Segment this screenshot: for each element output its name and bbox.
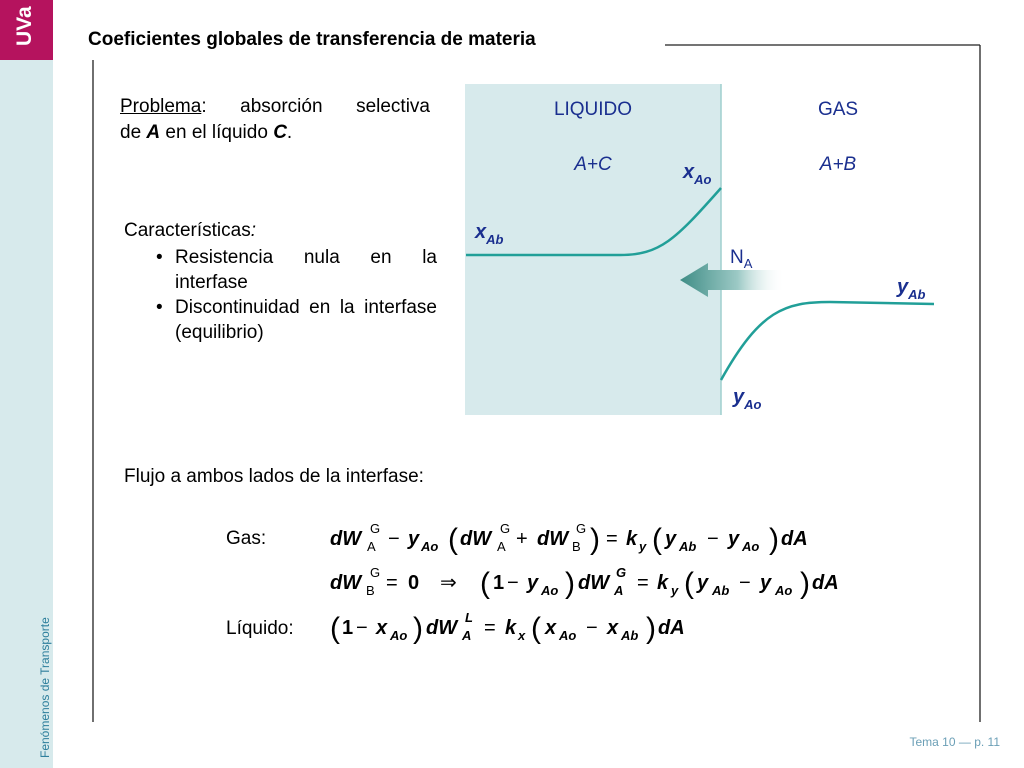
problem-text: : absorción selectiva [201, 96, 430, 117]
svg-text:y: y [527, 572, 539, 594]
svg-text:Ao: Ao [421, 539, 439, 554]
svg-text:Ab: Ab [679, 539, 697, 554]
flow-statement: Flujo a ambos lados de la interfase: [124, 466, 424, 487]
svg-text:G: G [576, 521, 587, 536]
svg-text:=: = [484, 617, 496, 639]
svg-text:x: x [376, 617, 388, 639]
heading-colon: : [250, 220, 256, 241]
svg-text:1: 1 [342, 617, 354, 639]
svg-text:G: G [616, 565, 627, 580]
svg-text:(: ( [480, 567, 490, 600]
svg-text:=: = [386, 572, 398, 594]
svg-text:−: − [356, 617, 368, 639]
svg-text:k: k [626, 528, 638, 550]
svg-text:−: − [507, 572, 519, 594]
svg-text:dW: dW [426, 617, 458, 639]
species-a: A [146, 122, 161, 143]
xAb-label: $x_{Ab}$ [475, 221, 504, 247]
svg-text:=: = [637, 572, 649, 594]
svg-text:k: k [657, 572, 669, 594]
svg-text:y: y [760, 572, 772, 594]
svg-text:x: x [518, 628, 526, 643]
species-c: C [273, 122, 287, 143]
svg-text:y: y [697, 572, 709, 594]
svg-text:Ao: Ao [390, 628, 408, 643]
svg-text:−: − [739, 572, 751, 594]
liquid-label: Líquido: [226, 618, 294, 639]
list-item-text: Resistencia nula en la interfase [175, 247, 437, 293]
svg-text:1: 1 [493, 572, 505, 594]
svg-text:Ab: Ab [712, 583, 730, 598]
svg-text:−: − [707, 528, 719, 550]
problem-text: de [120, 122, 147, 143]
svg-text:x: x [607, 617, 619, 639]
svg-text:A: A [614, 583, 624, 598]
svg-text:⇒: ⇒ [440, 572, 457, 594]
svg-text:G: G [370, 565, 381, 580]
course-name: Fenómenos de Transporte [38, 617, 52, 758]
svg-text:dW: dW [578, 572, 610, 594]
svg-text:): ) [769, 523, 779, 556]
yAo-label: $y_{Ao}$ [733, 386, 762, 412]
yAb-label: $y_{Ab}$ [897, 276, 926, 302]
gas-equation [330, 521, 808, 556]
svg-text:dW: dW [460, 528, 492, 550]
svg-text:B: B [366, 583, 375, 598]
svg-text:A: A [462, 628, 472, 643]
svg-text:−: − [586, 617, 598, 639]
svg-text:dA: dA [658, 617, 685, 639]
svg-text:L: L [465, 610, 473, 625]
svg-text:(: ( [652, 523, 662, 556]
svg-text:dA: dA [781, 528, 808, 550]
gas-b-equation [330, 565, 839, 600]
slide-title: Coeficientes globales de transferencia de materia [88, 29, 536, 50]
gas-label: Gas: [226, 528, 267, 549]
svg-text:(: ( [330, 612, 340, 645]
problem-text: . [286, 122, 293, 143]
svg-text:y: y [665, 528, 677, 550]
svg-text:Ab: Ab [621, 628, 639, 643]
liquid-equation [330, 610, 685, 645]
svg-text:(: ( [448, 523, 458, 556]
liquid-label: LIQUIDO [553, 99, 633, 120]
xAo-label: $x_{Ao}$ [683, 161, 712, 187]
list-item-text: Discontinuidad en la interfase (equilibrio) [175, 297, 437, 343]
svg-text:): ) [590, 523, 600, 556]
svg-text:Ao: Ao [559, 628, 577, 643]
heading-text: Características [124, 220, 251, 241]
bullet: • [156, 297, 163, 318]
svg-text:G: G [370, 521, 381, 536]
gas-label: GAS [817, 99, 859, 120]
svg-text:=: = [606, 528, 618, 550]
svg-text:dW: dW [330, 572, 362, 594]
svg-text:): ) [646, 612, 656, 645]
svg-text:Ao: Ao [742, 539, 760, 554]
page-number: Tema 10 — p. 11 [909, 735, 1000, 749]
svg-text:B: B [572, 539, 581, 554]
gas-mixture: A+B [819, 154, 857, 175]
svg-text:G: G [500, 521, 511, 536]
svg-text:y: y [671, 583, 679, 598]
svg-text:k: k [505, 617, 517, 639]
svg-text:A: A [367, 539, 376, 554]
svg-text:+: + [516, 528, 528, 550]
svg-text:0: 0 [408, 572, 420, 594]
logo-text: UVa [13, 6, 36, 46]
svg-text:): ) [565, 567, 575, 600]
problem-label: Problema [120, 96, 202, 117]
problem-text: en el líquido [160, 122, 274, 143]
svg-text:): ) [413, 612, 423, 645]
svg-text:y: y [728, 528, 740, 550]
svg-text:y: y [408, 528, 420, 550]
svg-text:Ao: Ao [541, 583, 559, 598]
svg-text:y: y [639, 539, 647, 554]
svg-text:): ) [800, 567, 810, 600]
svg-text:dW: dW [537, 528, 569, 550]
flux-label: $N_A$ [730, 247, 753, 271]
svg-text:A: A [497, 539, 506, 554]
svg-text:−: − [388, 528, 400, 550]
svg-text:dW: dW [330, 528, 362, 550]
bullet: • [156, 247, 163, 268]
svg-text:Ao: Ao [775, 583, 793, 598]
liquid-mixture: A+C [574, 154, 612, 175]
svg-text:(: ( [684, 567, 694, 600]
svg-text:x: x [545, 617, 557, 639]
svg-text:dA: dA [812, 572, 839, 594]
svg-text:(: ( [531, 612, 541, 645]
